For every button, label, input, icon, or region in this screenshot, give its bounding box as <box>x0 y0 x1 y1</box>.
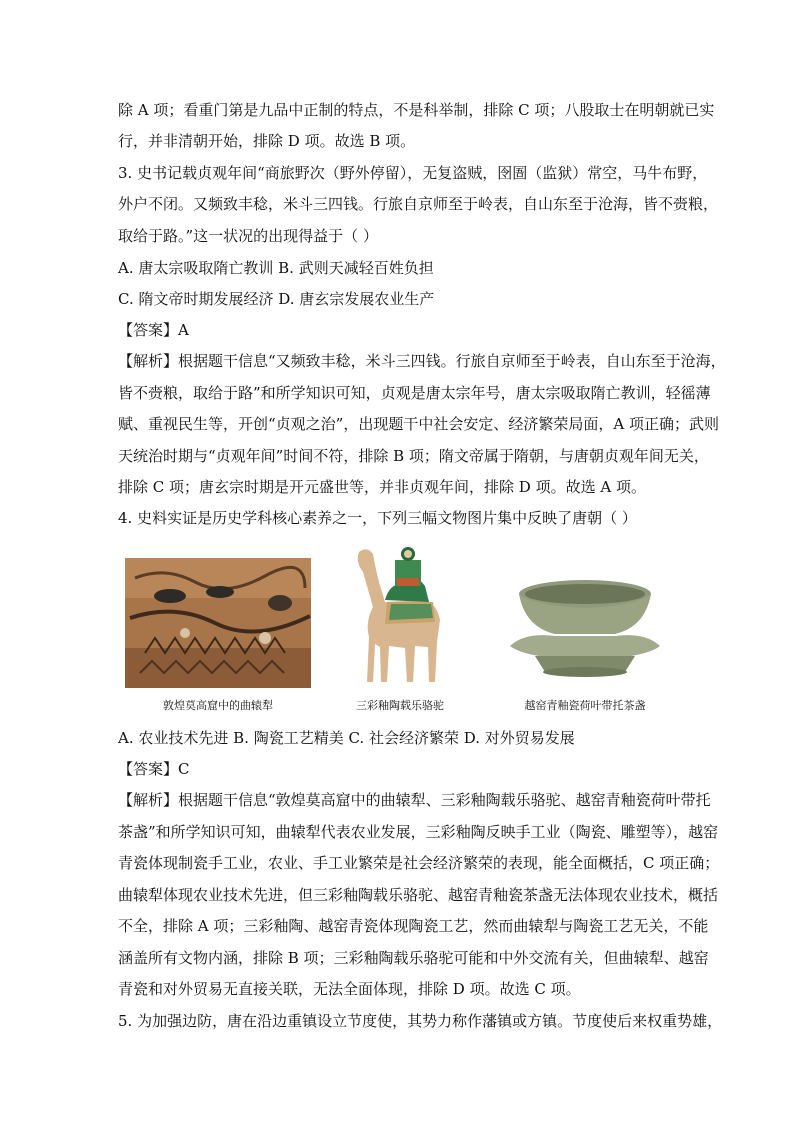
option-line: C. 隋文帝时期发展经济 D. 唐玄宗发展农业生产 <box>118 290 435 308</box>
text-line: 外户不闭。又频致丰稔，米斗三四钱。行旅自京师至于岭表，自山东至于沧海，皆不赍粮， <box>118 195 719 213</box>
text-line: 天统治时期与“贞观年间”时间不符，排除 B 项；隋文帝属于隋朝，与唐朝贞观年间无关， <box>118 447 709 465</box>
text-line: 赋、重视民生等，开创“贞观之治”，出现题干中社会安定、经济繁荣局面，A 项正确；武则 <box>118 415 719 433</box>
text-line: 曲辕犁体现农业技术先进，但三彩釉陶载乐骆驼、越窑青釉瓷茶盏无法体现农业技术，概括 <box>118 886 719 904</box>
mural-image <box>125 558 311 688</box>
text-line: 除 A 项；看重门第是九品中正制的特点，不是科举制，排除 C 项；八股取士在明朝就已实 <box>118 101 715 119</box>
artifact-figures <box>0 548 794 718</box>
text-line: 青瓷和对外贸易无直接关联，无法全面体现，排除 D 项。故选 C 项。 <box>118 980 581 998</box>
caption-curved-plow: 敦煌莫高窟中的曲辕犁 <box>163 699 273 712</box>
option-line: A. 唐太宗吸取隋亡教训 B. 武则天减轻百姓负担 <box>118 259 434 277</box>
text-line: 茶盏”和所学知识可知，曲辕犁代表农业发展，三彩釉陶反映手工业（陶瓷、雕塑等），越窑 <box>118 823 719 841</box>
celadon-cup-image <box>505 572 665 682</box>
text-line: 取给于路。”这一状况的出现得益于（ ） <box>118 227 378 245</box>
camel-figurine-image <box>345 542 455 692</box>
option-line: A. 农业技术先进 B. 陶瓷工艺精美 C. 社会经济繁荣 D. 对外贸易发展 <box>118 729 575 747</box>
question-5-line: 5. 为加强边防，唐在沿边重镇设立节度使，其势力称作藩镇或方镇。节度使后来权重势雄， <box>118 1012 723 1030</box>
analysis-line: 【解析】根据题干信息“敦煌莫高窟中的曲辕犁、三彩釉陶载乐骆驼、越窑青釉瓷荷叶带托 <box>118 791 711 809</box>
caption-celadon-cup: 越窑青釉瓷荷叶带托茶盏 <box>524 699 646 712</box>
text-line: 青瓷体现制瓷手工业，农业、手工业繁荣是社会经济繁荣的表现，能全面概括，C 项正确； <box>118 854 720 872</box>
answer-line: 【答案】C <box>118 760 190 778</box>
text-line: 不全，排除 A 项；三彩釉陶、越窑青瓷体现陶瓷工艺，然而曲辕犁与陶瓷工艺无关，不能 <box>118 917 709 935</box>
text-line: 皆不赍粮，取给于路”和所学知识可知，贞观是唐太宗年号，唐太宗吸取隋亡教训，轻徭薄 <box>118 384 711 402</box>
answer-line: 【答案】A <box>118 321 189 339</box>
question-3-line: 3. 史书记载贞观年间“商旅野次（野外停留），无复盗贼，囹圄（监狱）常空，马牛布野， <box>118 164 708 182</box>
text-line: 行，并非清朝开始，排除 D 项。故选 B 项。 <box>118 132 416 150</box>
text-line: 排除 C 项；唐玄宗时期是开元盛世等，并非贞观年间，排除 D 项。故选 A 项。 <box>118 478 646 496</box>
text-line: 涵盖所有文物内涵，排除 B 项；三彩釉陶载乐骆驼可能和中外交流有关，但曲辕犁、越窑 <box>118 949 709 967</box>
analysis-line: 【解析】根据题干信息“又频致丰稔，米斗三四钱。行旅自京师至于岭表，自山东至于沧海， <box>118 352 726 370</box>
question-4-line: 4. 史料实证是历史学科核心素养之一，下列三幅文物图片集中反映了唐朝（ ） <box>118 509 637 527</box>
caption-camel: 三彩釉陶载乐骆驼 <box>356 699 444 712</box>
